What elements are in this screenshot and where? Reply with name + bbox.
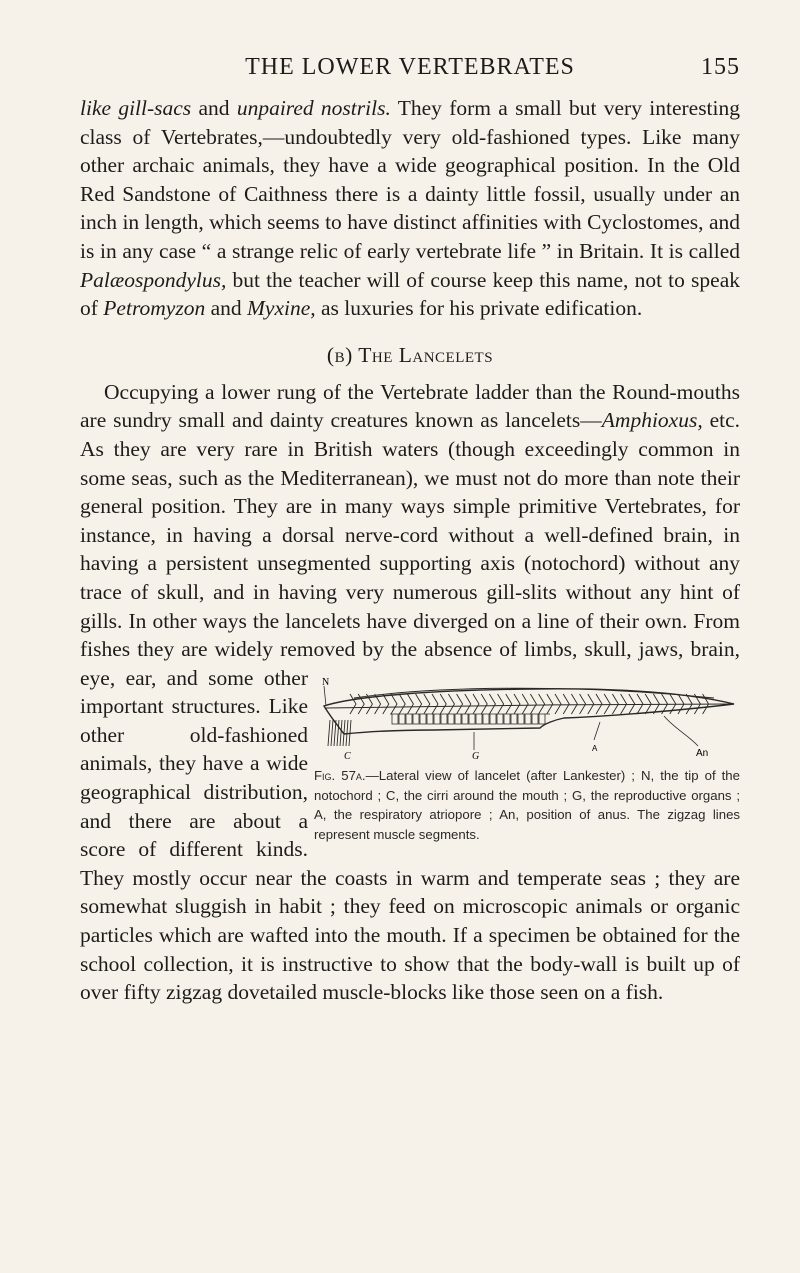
paragraph-cyclostomes: like gill-sacs and unpaired nostrils. They form a small but very interesting class of Vertebrates,—undoubtedly very old-fashioned types. Like many other archaic animals, they have a wide geographical position. In the Old Red Sandstone of Caithness there is a dainty little fossil, usually under an inch in length, which seems to have distinct affinities with Cyclostomes, and is in any case “ a strange relic of early vertebrate life ” in Britain. It is called Palæospondylus, but the teacher will of course keep this name, not to speak of Petromyzon and Myxine, as luxuries for his private edification. <box>80 96 741 321</box>
section-heading <box>80 343 740 368</box>
italic-myxine: Myxine, <box>247 296 316 321</box>
paragraph-lancelets: Occupying a lower rung of the Vertebrate ladder than the Round-mouths are sundry small and dainty creatures known as lancelets—Amphioxus, etc. As they are very rare in British waters (though exceedingly common in some seas, such as the Mediterranean), we must not do more than note their general position. They are in many ways simple primitive Vertebrates, for instance, in having a dorsal nerve-cord without a well-defined brain, in having a persistent unsegmented supporting axis (notochord) without any trace of skull, and in having very numerous gill-slits without any hint of gills. In other ways the lancelets have diverged on a line of their own. From fishes they are widely removed by the absence of limbs, skull, jaws, brain, eye, ear, and some other important structures. Like other old-fashioned animals, they have a wide geographical distribution, and there are about a score of different kinds. They mostly occur near the coasts in warm and temperate seas ; they are somewhat sluggish in habit ; they feed on microscopic animals or organic particles which are wafted into the mouth. If a specimen be obtained for the school collection, it is instructive to show that the body-wall is built up of over fifty zigzag dovetailed muscle-blocks like those seen on a fish. <box>80 379 741 1005</box>
label-c: C <box>344 751 351 760</box>
italic-palaeospondylus: Palæospondylus, <box>80 267 227 292</box>
figure-label: Fig. 57a. <box>314 768 366 783</box>
pointer-n <box>324 686 326 706</box>
section-title: The Lancelets <box>358 342 494 367</box>
italic-gill-sacs: like gill-sacs <box>80 96 192 120</box>
label-an: An <box>696 748 709 759</box>
label-n: N <box>322 677 330 688</box>
figure-caption-text: —Lateral view of lancelet (after Lankester) ; N, the tip of the notochord ; C, the cirri around the mouth ; G, the reproductive organs ; A, the respiratory atriopore ; An, position of anus. The zigzag lines represent muscle segments. <box>314 768 740 842</box>
page-number: 155 <box>701 54 740 80</box>
section-label: (b) <box>326 342 353 367</box>
pointer-a <box>594 722 600 740</box>
running-header <box>80 54 740 94</box>
italic-amphioxus: Amphioxus, <box>601 408 703 433</box>
label-g: G <box>472 751 480 760</box>
pointer-an <box>664 716 698 746</box>
running-title: THE LOWER VERTEBRATES <box>245 54 575 80</box>
label-a: A <box>592 744 598 753</box>
lancelet-figure <box>314 676 740 844</box>
italic-petromyzon: Petromyzon <box>103 296 206 321</box>
gonad-row <box>392 714 545 724</box>
lancelet-body-outline <box>324 689 734 734</box>
italic-unpaired-nostrils: unpaired nostrils. <box>236 96 391 120</box>
book-page <box>80 0 740 1007</box>
figure-caption <box>314 766 740 844</box>
lancelet-illustration <box>314 676 740 760</box>
